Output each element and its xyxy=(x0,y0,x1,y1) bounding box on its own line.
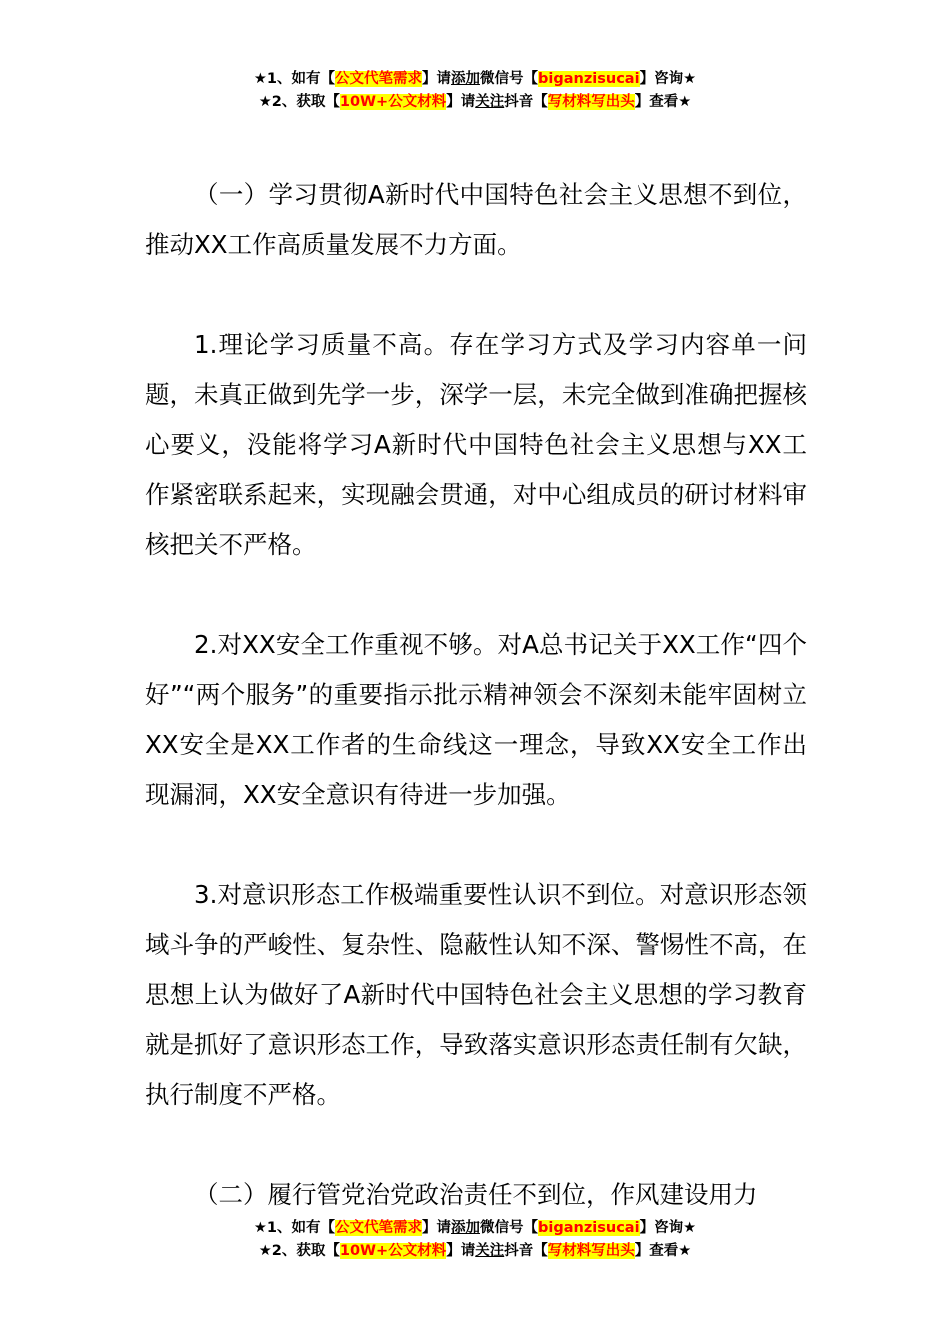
banner-text: 】咨询★ xyxy=(639,71,697,87)
section-heading-2: （二）履行管党治党政治责任不到位，作风建设用力 xyxy=(194,1180,758,1209)
banner-text: 】请 xyxy=(422,71,452,87)
banner-line-2 xyxy=(0,91,950,114)
banner-line-1 xyxy=(0,1217,950,1240)
highlight-service: 公文代笔需求 xyxy=(335,1220,423,1236)
paragraph-item-3: 3.对意识形态工作极端重要性认识不到位。对意识形态领域斗争的严峻性、复杂性、隐蔽性认知不深、警惕性不高，在思想上认为做好了A新时代中国特色社会主义思想的学习教育就是抓好了意识形态工作，导致落实意识形态责任制有欠缺，执行制度不严格。 xyxy=(145,880,807,1109)
underlined-text: 添加 xyxy=(451,1220,481,1236)
banner-text: 】请 xyxy=(422,1220,452,1236)
banner-text: 】请 xyxy=(446,94,476,110)
banner-text: 】咨询★ xyxy=(639,1220,697,1236)
banner-line-2 xyxy=(0,1240,950,1263)
underlined-text: 添加 xyxy=(451,71,481,87)
banner-text: 】查看★ xyxy=(634,94,692,110)
banner-text: 微信号【 xyxy=(480,1220,539,1236)
underlined-text: 关注 xyxy=(475,94,505,110)
paragraph-item-1: 1.理论学习质量不高。存在学习方式及学习内容单一问题，未真正做到先学一步，深学一层，未完全做到准确把握核心要义，没能将学习A新时代中国特色社会主义思想与XX工作紧密联系起来，实现融会贯通，对中心组成员的研讨材料审核把关不严格。 xyxy=(145,330,807,559)
banner-text: 抖音【 xyxy=(504,1243,548,1259)
highlight-materials: 10W+公文材料 xyxy=(339,1243,447,1259)
banner-text: 抖音【 xyxy=(504,94,548,110)
highlight-douyin-account: 写材料写出头 xyxy=(547,94,635,110)
banner-line-1 xyxy=(0,68,950,91)
document-body xyxy=(145,170,807,1220)
banner-text: ★2、获取【 xyxy=(258,1243,340,1259)
highlight-wechat-id: biganzisucai xyxy=(538,71,640,87)
underlined-text: 关注 xyxy=(475,1243,505,1259)
banner-text: ★2、获取【 xyxy=(258,94,340,110)
header-banner xyxy=(0,68,950,114)
paragraph-item-2: 2.对XX安全工作重视不够。对A总书记关于XX工作“四个好”“两个服务”的重要指示批示精神领会不深刻未能牢固树立XX安全是XX工作者的生命线这一理念，导致XX安全工作出现漏洞，XX安全意识有待进一步加强。 xyxy=(145,630,807,809)
highlight-wechat-id: biganzisucai xyxy=(538,1220,640,1236)
banner-text: ★1、如有【 xyxy=(253,1220,336,1236)
highlight-materials: 10W+公文材料 xyxy=(339,94,447,110)
banner-text: 微信号【 xyxy=(480,71,539,87)
footer-banner xyxy=(0,1217,950,1263)
highlight-service: 公文代笔需求 xyxy=(335,71,423,87)
highlight-douyin-account: 写材料写出头 xyxy=(547,1243,635,1259)
banner-text: ★1、如有【 xyxy=(253,71,336,87)
banner-text: 】请 xyxy=(446,1243,476,1259)
section-heading-1: （一）学习贯彻A新时代中国特色社会主义思想不到位，推动XX工作高质量发展不力方面。 xyxy=(145,180,807,259)
banner-text: 】查看★ xyxy=(634,1243,692,1259)
